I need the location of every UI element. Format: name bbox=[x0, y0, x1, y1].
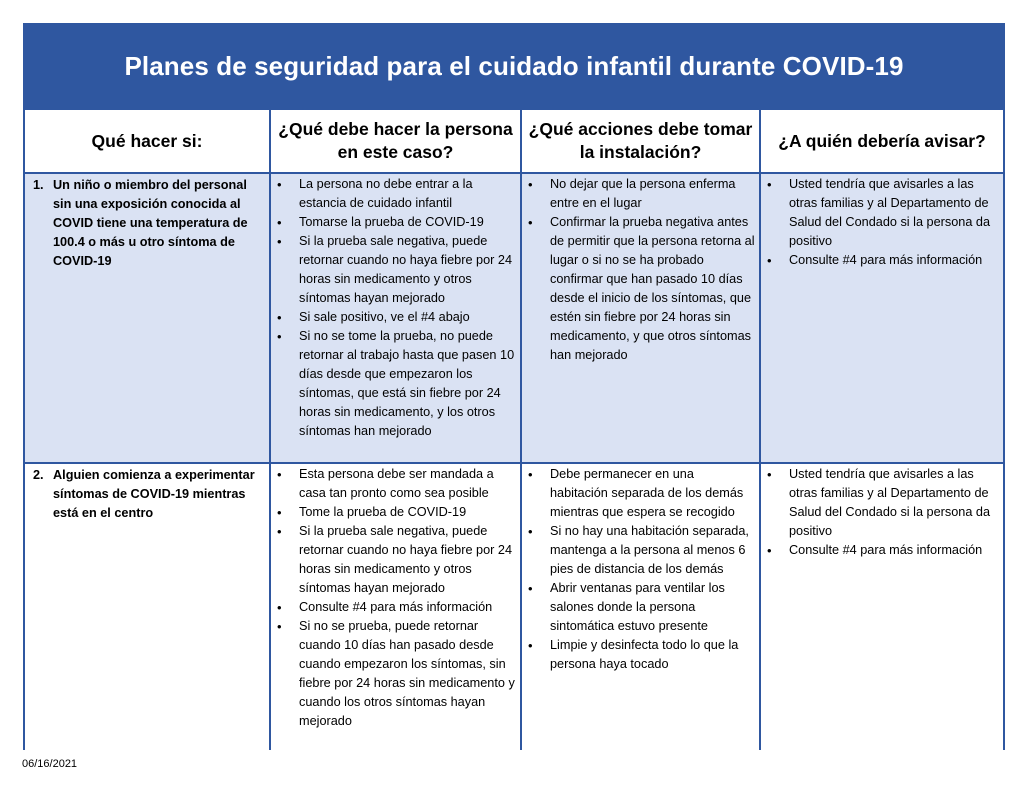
list-item: • Limpie y desinfecta todo lo que la persona haya tocado bbox=[522, 636, 755, 674]
header-row bbox=[25, 110, 1003, 173]
situation-text: Un niño o miembro del personal sin una exposición conocida al COVID tiene una temperatura de 100.4 o más u otro síntoma de COVID-19 bbox=[53, 178, 248, 268]
header-person-actions: ¿Qué debe hacer la persona en este caso? bbox=[270, 110, 521, 173]
list-item: • La persona no debe entrar a la estancia de cuidado infantil bbox=[271, 175, 516, 213]
facility-actions-cell bbox=[521, 173, 760, 463]
list-item: • Si la prueba sale negativa, puede retornar cuando no haya fiebre por 24 horas sin medicamento y otros síntomas hayan mejorado bbox=[271, 232, 516, 308]
row-number: 2. bbox=[33, 468, 44, 482]
row-number: 1. bbox=[33, 178, 44, 192]
situation-text: Alguien comienza a experimentar síntomas de COVID-19 mientras está en el centro bbox=[53, 468, 255, 520]
notify-cell bbox=[760, 463, 1003, 750]
notify-cell bbox=[760, 173, 1003, 463]
document-date: 06/16/2021 bbox=[22, 758, 78, 770]
person-actions-cell bbox=[270, 173, 521, 463]
list-item: • Si la prueba sale negativa, puede retornar cuando no haya fiebre por 24 horas sin medicamento y otros síntomas hayan mejorado bbox=[271, 522, 516, 598]
table-row bbox=[25, 463, 1003, 750]
list-item: • Consulte #4 para más información bbox=[271, 598, 516, 617]
list-item: • No dejar que la persona enferma entre en el lugar bbox=[522, 175, 755, 213]
situation-cell bbox=[25, 463, 270, 750]
page-title: Planes de seguridad para el cuidado infantil durante COVID-19 bbox=[25, 25, 1003, 110]
list-item: • Esta persona debe ser mandada a casa tan pronto como sea posible bbox=[271, 465, 516, 503]
header-what-to-do: Qué hacer si: bbox=[25, 110, 270, 173]
list-item: • Si no se prueba, puede retornar cuando 10 días han pasado desde cuando empezaron los síntomas, sin fiebre por 24 horas sin medicamento y cuando los otros síntomas hayan mejorado bbox=[271, 617, 516, 731]
header-facility-actions: ¿Qué acciones debe tomar la instalación? bbox=[521, 110, 760, 173]
list-item: • Tomarse la prueba de COVID-19 bbox=[271, 213, 516, 232]
list-item: • Si sale positivo, ve el #4 abajo bbox=[271, 308, 516, 327]
list-item: • Tome la prueba de COVID-19 bbox=[271, 503, 516, 522]
list-item: • Consulte #4 para más información bbox=[761, 541, 999, 560]
safety-plan-table bbox=[25, 110, 1003, 750]
list-item: • Abrir ventanas para ventilar los salones donde la persona sintomática estuvo presente bbox=[522, 579, 755, 636]
safety-plan-table-frame bbox=[23, 23, 1005, 750]
list-item: • Usted tendría que avisarles a las otras familias y al Departamento de Salud del Condado si la persona da positivo bbox=[761, 465, 999, 541]
list-item: • Si no hay una habitación separada, mantenga a la persona al menos 6 pies de distancia de los demás bbox=[522, 522, 755, 579]
table-row bbox=[25, 173, 1003, 463]
person-actions-cell bbox=[270, 463, 521, 750]
facility-actions-cell bbox=[521, 463, 760, 750]
header-notify: ¿A quién debería avisar? bbox=[760, 110, 1003, 173]
list-item: • Consulte #4 para más información bbox=[761, 251, 999, 270]
situation-cell bbox=[25, 173, 270, 463]
list-item: • Si no se tome la prueba, no puede retornar al trabajo hasta que pasen 10 días desde que empezaron los síntomas, que está sin fiebre por 24 horas sin medicamento, y los otros síntomas han mejorado bbox=[271, 327, 516, 441]
list-item: • Usted tendría que avisarles a las otras familias y al Departamento de Salud del Condado si la persona da positivo bbox=[761, 175, 999, 251]
list-item: • Debe permanecer en una habitación separada de los demás mientras que espera se recogido bbox=[522, 465, 755, 522]
list-item: • Confirmar la prueba negativa antes de permitir que la persona retorna al lugar o si no se ha probado confirmar que han pasado 10 días desde el inicio de los síntomas, que estén sin fiebre por 24 horas sin medicamento, y que otros síntomas han mejorado bbox=[522, 213, 755, 365]
